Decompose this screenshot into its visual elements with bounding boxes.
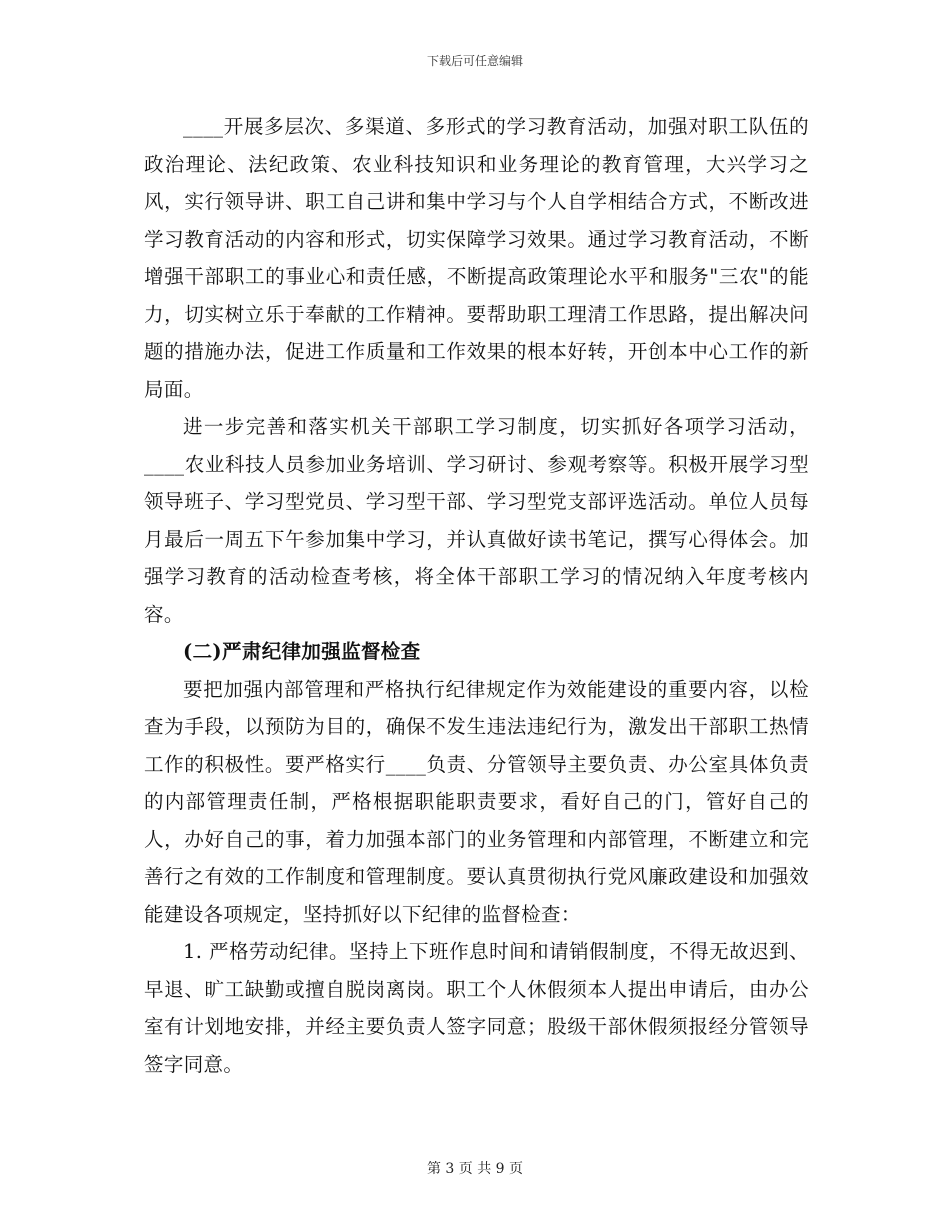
page-header: 下载后可任意编辑: [426, 54, 523, 68]
paragraph-study-system: 进一步完善和落实机关干部职工学习制度，切实抓好各项学习活动，____农业科技人员参加业务培训、学习研讨、参观考察等。积极开展学习型领导班子、学习型党员、学习型干部、学习型党支部评选活动。单位人员每月最后一周五下午参加集中学习，并认真做好读书笔记，撰写心得体会。加强学习教育的活动检查考核，将全体干部职工学习的情况纳入年度考核内容。: [144, 415, 809, 626]
page-number-footer: 第 3 页 共 9 页: [426, 1161, 524, 1177]
section-heading-discipline: (二)严肃纪律加强监督检查: [183, 640, 421, 663]
document-body: [144, 108, 809, 1083]
paragraph-study-activities: ____开展多层次、多渠道、多形式的学习教育活动，加强对职工队伍的政治理论、法纪政策、农业科技知识和业务理论的教育管理，大兴学习之风，实行领导讲、职工自己讲和集中学习与个人自学相结合方式，不断改进学习教育活动的内容和形式，切实保障学习效果。通过学习教育活动，不断增强干部职工的事业心和责任感，不断提高政策理论水平和服务"三农"的能力，切实树立乐于奉献的工作精神。要帮助职工理清工作思路，提出解决问题的措施办法，促进工作质量和工作效果的根本好转，开创本中心工作的新局面。: [144, 115, 809, 401]
paragraph-labor-discipline: 1. 严格劳动纪律。坚持上下班作息时间和请销假制度，不得无故迟到、早退、旷工缺勤或擅自脱岗离岗。职工个人休假须本人提出申请后，由办公室有计划地安排，并经主要负责人签字同意；股级干部休假须报经分管领导签字同意。: [144, 940, 809, 1076]
paragraph-internal-management: 要把加强内部管理和严格执行纪律规定作为效能建设的重要内容，以检查为手段，以预防为目的，确保不发生违法违纪行为，激发出干部职工热情工作的积极性。要严格实行____负责、分管领导主要负责、办公室具体负责的内部管理责任制，严格根据职能职责要求，看好自己的门，管好自己的人，办好自己的事，着力加强本部门的业务管理和内部管理，不断建立和完善行之有效的工作制度和管理制度。要认真贯彻执行党风廉政建设和加强效能建设各项规定，坚持抓好以下纪律的监督检查：: [144, 677, 809, 926]
